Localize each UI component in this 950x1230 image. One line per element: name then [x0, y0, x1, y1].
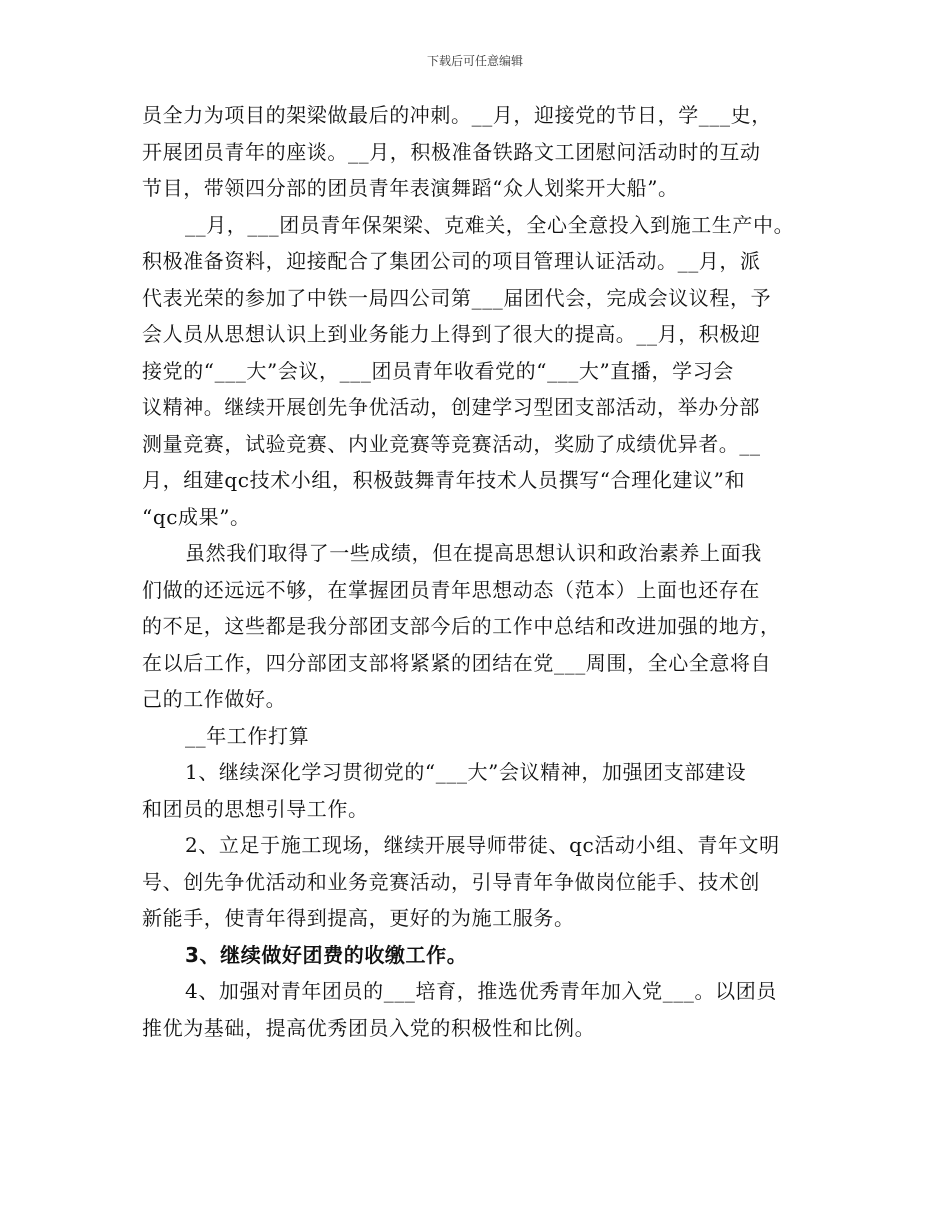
- document-body: [142, 97, 812, 1046]
- text-line-13: 虽然我们取得了一些成绩，但在提高思想认识和政治素养上面我: [185, 541, 762, 565]
- text-line-20: 和团员的思想引导工作。: [142, 796, 369, 821]
- text-line-5: 积极准备资料，迎接配合了集团公司的项目管理认证活动。__月，派: [142, 249, 761, 273]
- text-line-11: 月，组建qc技术小组，积极鼓舞青年技术人员撰写“合理化建议”和: [142, 468, 746, 492]
- section-heading: __年工作打算: [185, 723, 310, 748]
- page-header: 下载后可任意编辑: [426, 54, 523, 68]
- text-line-21: 2、立足于施工现场，继续开展导师带徒、qc活动小组、青年文明: [185, 833, 780, 857]
- text-line-9: 议精神。继续开展创先争优活动，创建学习型团支部活动，举办分部: [142, 395, 760, 419]
- text-line-4: __月，___团员青年保架梁、克难关，全心全意投入到施工生产中。: [185, 212, 795, 237]
- text-line-23: 新能手，使青年得到提高，更好的为施工服务。: [142, 906, 575, 930]
- text-line-26: 推优为基础，提高优秀团员入党的积极性和比例。: [142, 1015, 596, 1040]
- text-line-3: 节目，带领四分部的团员青年表演舞蹈“众人划桨开大船”。: [142, 176, 679, 200]
- text-line-10: 测量竞赛，试验竞赛、内业竞赛等竞赛活动，奖励了成绩优异者。__: [142, 431, 761, 456]
- text-line-15: 的不足，这些都是我分部团支部今后的工作中总结和改进加强的地方，: [142, 614, 781, 638]
- text-line-17: 己的工作做好。: [142, 687, 287, 711]
- text-line-14: 们做的还远远不够，在掌握团员青年思想动态（范本）上面也还存在: [142, 577, 760, 602]
- text-line-1: 员全力为项目的架梁做最后的冲刺。__月，迎接党的节日，学___史，: [142, 103, 772, 127]
- text-line-7: 会人员从思想认识上到业务能力上得到了很大的提高。__月，积极迎: [142, 322, 761, 346]
- text-line-8: 接党的“___大”会议，___团员青年收看党的“___大”直播，学习会: [142, 358, 734, 383]
- bold-item-3: 3、继续做好团费的收缴工作。: [185, 942, 468, 967]
- text-line-2: 开展团员青年的座谈。__月，积极准备铁路文工团慰问活动时的互动: [142, 139, 761, 164]
- text-line-12: “qc成果”。: [142, 504, 251, 529]
- text-line-22: 号、创先争优活动和业务竞赛活动，引导青年争做岗位能手、技术创: [142, 869, 760, 894]
- text-line-25: 4、加强对青年团员的___培育，推选优秀青年加入党___。以团员: [185, 979, 777, 1003]
- text-line-6: 代表光荣的参加了中铁一局四公司第___届团代会，完成会议议程，予: [142, 285, 772, 310]
- text-line-16: 在以后工作，四分部团支部将紧紧的团结在党___周围，全心全意将自: [142, 650, 772, 675]
- text-line-19: 1、继续深化学习贯彻党的“___大”会议精神，加强团支部建设: [185, 760, 747, 784]
